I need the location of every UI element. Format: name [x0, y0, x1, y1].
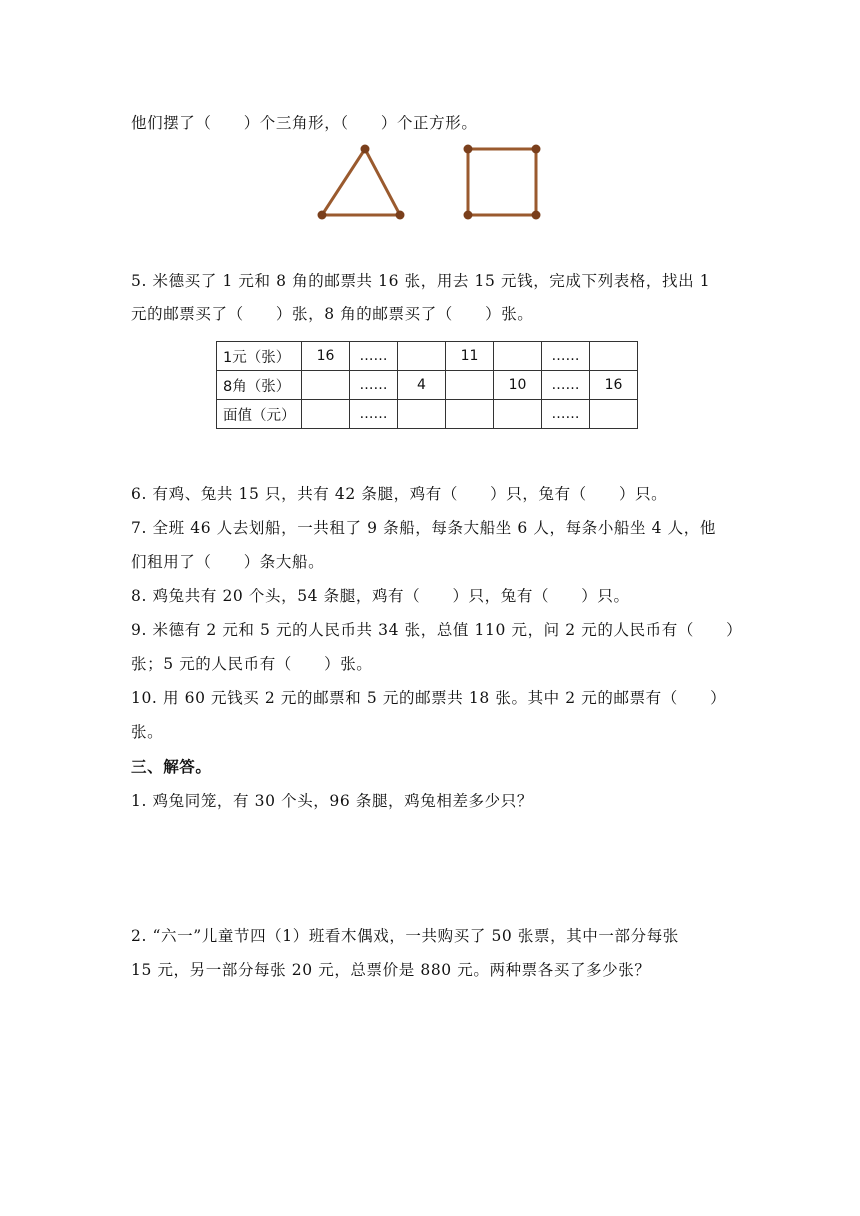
table-cell: [590, 342, 638, 371]
table-cell: [302, 371, 350, 400]
table-cell: [446, 371, 494, 400]
table-cell: [398, 342, 446, 371]
table-cell: ……: [350, 371, 398, 400]
table-cell: ……: [542, 400, 590, 429]
answer-2-line-2: 15 元，另一部分每张 20 元，总票价是 880 元。两种票各买了多少张？: [131, 961, 651, 979]
square-shape: [464, 145, 541, 220]
q10-line-1: 10. 用 60 元钱买 2 元的邮票和 5 元的邮票共 18 张。其中 2 元的邮票有（ ）: [131, 689, 727, 707]
table-cell: 16: [590, 371, 638, 400]
table-row: [217, 371, 638, 400]
q9-line-2: 张；5 元的人民币有（ ）张。: [131, 655, 373, 673]
q8-text: 8. 鸡兔共有 20 个头，54 条腿，鸡有（ ）只，兔有（ ）只。: [131, 587, 630, 605]
table-cell: 11: [446, 342, 494, 371]
row-header: 8角（张）: [217, 371, 302, 400]
table-cell: ……: [350, 400, 398, 429]
q5-line-2: 元的邮票买了（ ）张，8 角的邮票买了（ ）张。: [131, 305, 534, 323]
q5-line-1: 5. 米德买了 1 元和 8 角的邮票共 16 张，用去 15 元钱，完成下列表格，找出 1: [131, 272, 711, 290]
table-cell: ……: [542, 342, 590, 371]
q7-line-2: 们租用了（ ）条大船。: [131, 553, 325, 571]
q10-line-2: 张。: [131, 723, 164, 741]
q7-line-1: 7. 全班 46 人去划船，一共租了 9 条船，每条大船坐 6 人，每条小船坐 4 人，他: [131, 519, 716, 537]
table-cell: [590, 400, 638, 429]
table-row: [217, 400, 638, 429]
table-cell: [494, 400, 542, 429]
table-cell: 16: [302, 342, 350, 371]
stamp-count-table: [216, 341, 638, 429]
q6-text: 6. 有鸡、兔共 15 只，共有 42 条腿，鸡有（ ）只，兔有（ ）只。: [131, 485, 668, 503]
section-three-heading: 三、解答。: [131, 757, 212, 776]
table-cell: [302, 400, 350, 429]
matchstick-shapes-figure: [310, 140, 550, 226]
q9-line-1: 9. 米德有 2 元和 5 元的人民币共 34 张，总值 110 元，问 2 元的人民币有（ ）: [131, 621, 743, 639]
row-header: 面值（元）: [217, 400, 302, 429]
table-cell: [494, 342, 542, 371]
table-cell: 4: [398, 371, 446, 400]
table-cell: ……: [350, 342, 398, 371]
table-cell: [446, 400, 494, 429]
table-cell: 10: [494, 371, 542, 400]
q4-tail-text: 他们摆了（ ）个三角形，（ ）个正方形。: [131, 114, 478, 132]
answer-2-line-1: 2. “六一”儿童节四（1）班看木偶戏，一共购买了 50 张票，其中一部分每张: [131, 927, 679, 945]
triangle-shape: [318, 145, 405, 220]
row-header: 1元（张）: [217, 342, 302, 371]
table-row: [217, 342, 638, 371]
table-cell: ……: [542, 371, 590, 400]
table-cell: [398, 400, 446, 429]
answer-1-text: 1. 鸡兔同笼，有 30 个头，96 条腿，鸡兔相差多少只？: [131, 792, 533, 810]
